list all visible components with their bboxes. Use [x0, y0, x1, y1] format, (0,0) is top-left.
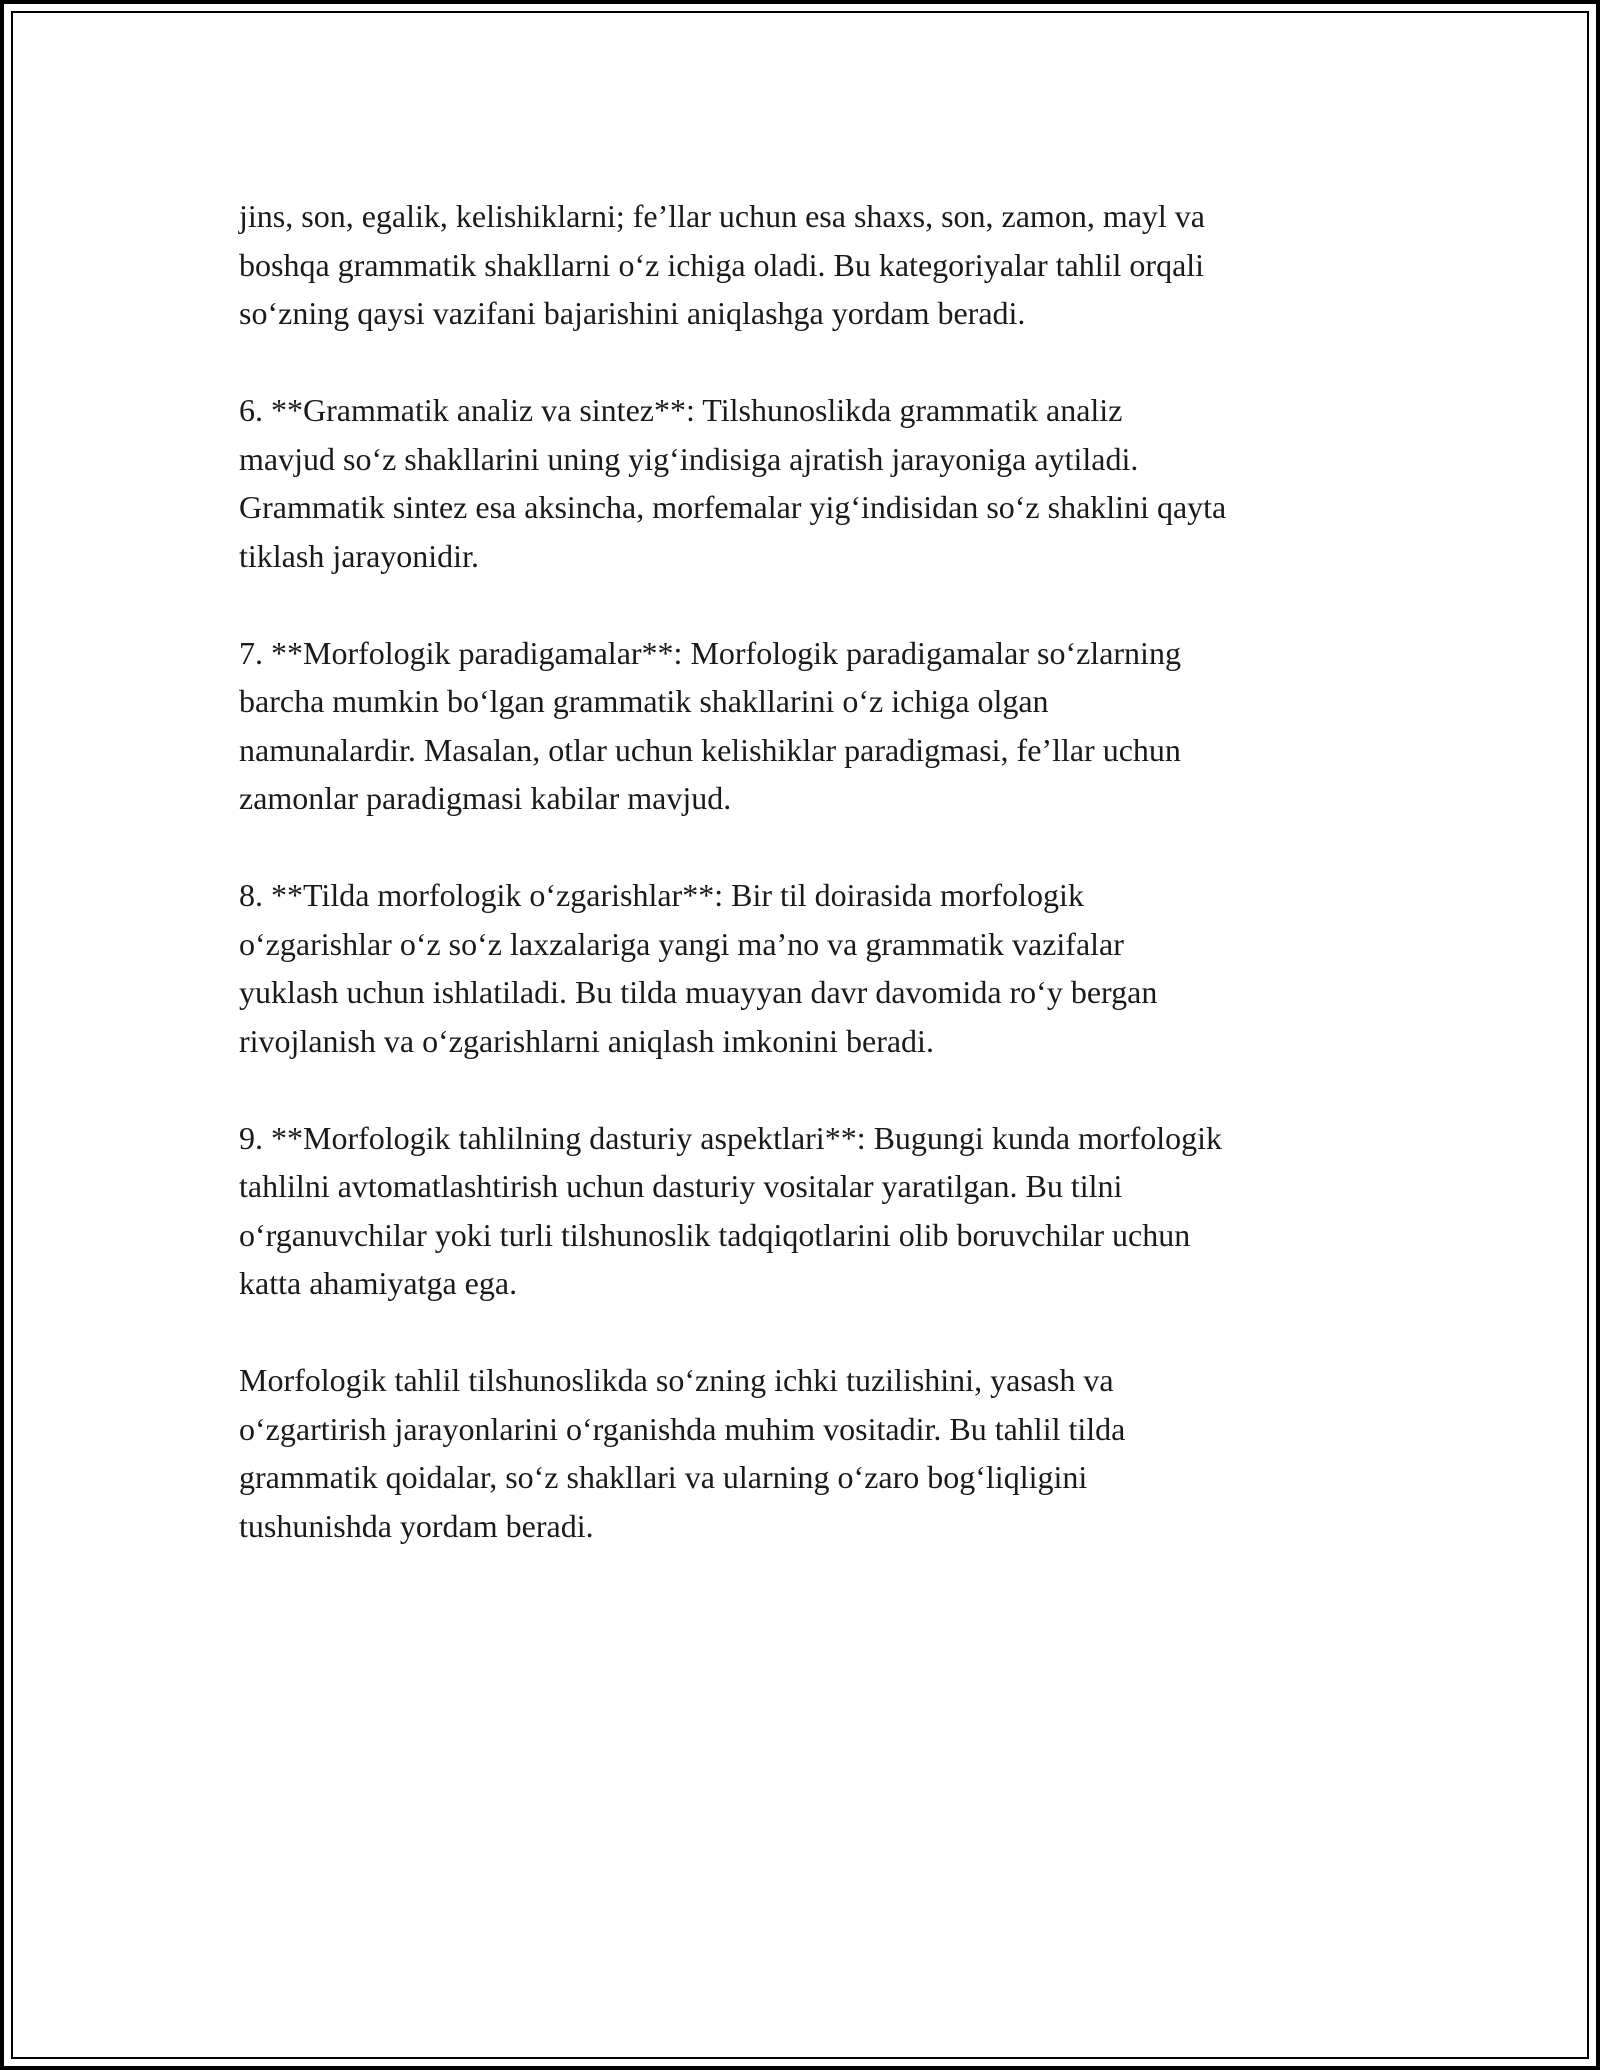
text-line: 9. **Morfologik tahlilning dasturiy aspektlari**: Bugungi kunda morfologik [239, 1119, 1222, 1156]
text-line: 8. **Tilda morfologik o‘zgarishlar**: Bir til doirasida morfologik [239, 877, 1084, 913]
text-line: mavjud so‘z shakllarini uning yig‘indisiga ajratish jarayoniga aytiladi. [239, 440, 1139, 477]
text-line: grammatik qoidalar, so‘z shakllari va ularning o‘zaro bog‘liqligini [239, 1459, 1088, 1495]
text-line: namunalardir. Masalan, otlar uchun kelishiklar paradigmasi, fe’llar uchun [239, 731, 1181, 768]
paragraph-item-8 [239, 871, 1389, 1065]
paragraph-conclusion [239, 1356, 1389, 1550]
paragraph-item-6 [239, 386, 1389, 580]
text-line: tushunishda yordam beradi. [239, 1507, 594, 1544]
text-line: tiklash jarayonidir. [239, 537, 479, 574]
text-line: rivojlanish va o‘zgarishlarni aniqlash imkonini beradi. [239, 1022, 934, 1059]
text-line: katta ahamiyatga ega. [239, 1265, 518, 1301]
text-line: jins, son, egalik, kelishiklarni; fe’llar uchun esa shaxs, son, zamon, mayl va [239, 198, 1205, 234]
text-line: 7. **Morfologik paradigamalar**: Morfologik paradigamalar so‘zlarning [239, 634, 1181, 671]
text-line: so‘zning qaysi vazifani bajarishini aniqlashga yordam beradi. [239, 295, 1026, 331]
document-body [239, 192, 1389, 1599]
text-line: o‘rganuvchilar yoki turli tilshunoslik tadqiqotlarini olib boruvchilar uchun [239, 1216, 1191, 1253]
paragraph-item-9 [239, 1114, 1389, 1308]
text-line: o‘zgarishlar o‘z so‘z laxzalariga yangi ma’no va grammatik vazifalar [239, 925, 1124, 962]
text-line: yuklash uchun ishlatiladi. Bu tilda muayyan davr davomida ro‘y bergan [239, 974, 1158, 1010]
paragraph-item-7 [239, 629, 1389, 823]
text-line: 6. **Grammatik analiz va sintez**: Tilshunoslikda grammatik analiz [239, 392, 1123, 428]
text-line: tahlilni avtomatlashtirish uchun dasturiy vositalar yaratilgan. Bu tilni [239, 1168, 1123, 1204]
paragraph-categories [239, 192, 1389, 338]
text-line: barcha mumkin bo‘lgan grammatik shakllarini o‘z ichiga olgan [239, 683, 1049, 719]
text-line: boshqa grammatik shakllarni o‘z ichiga oladi. Bu kategoriyalar tahlil orqali [239, 246, 1205, 283]
text-line: Morfologik tahlil tilshunoslikda so‘zning ichki tuzilishini, yasash va [239, 1362, 1114, 1398]
text-line: o‘zgartirish jarayonlarini o‘rganishda muhim vositadir. Bu tahlil tilda [239, 1410, 1126, 1447]
text-line: Grammatik sintez esa aksincha, morfemalar yig‘indisidan so‘z shaklini qayta [239, 489, 1227, 525]
text-line: zamonlar paradigmasi kabilar mavjud. [239, 780, 732, 816]
